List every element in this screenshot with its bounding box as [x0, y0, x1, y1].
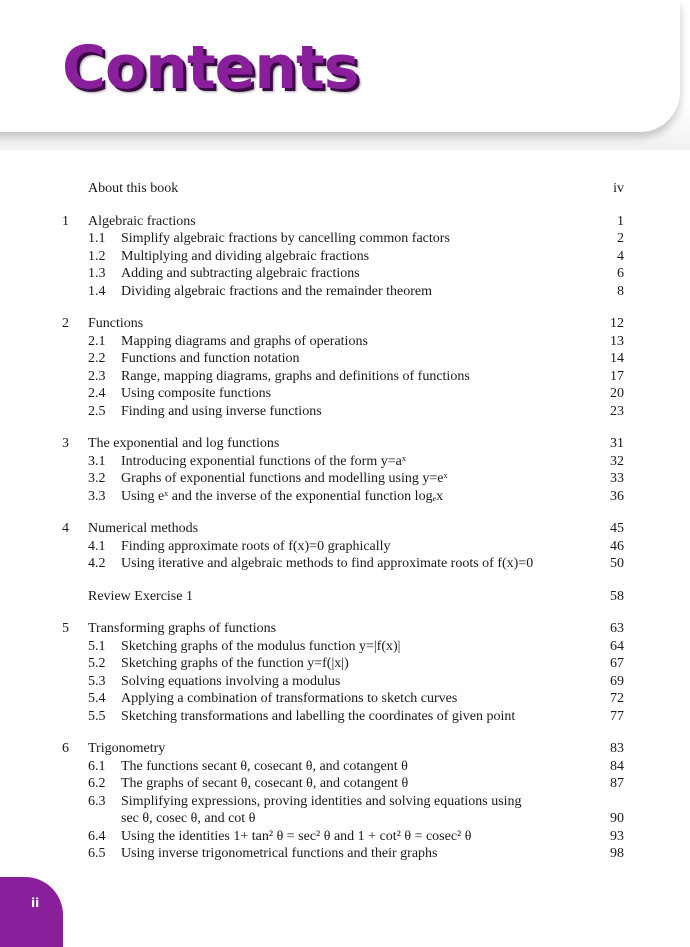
toc-entry-number: 1	[62, 213, 69, 229]
toc-chapter[interactable]	[0, 435, 690, 453]
toc-entry-number: 6.1	[88, 758, 106, 774]
toc-entry-about[interactable]	[0, 180, 690, 198]
toc-entry-title: Dividing algebraic fractions and the remainder theorem	[121, 283, 432, 299]
toc-entry-page: 84	[610, 758, 624, 774]
toc-entry-title: Graphs of exponential functions and modelling using y=eˣ	[121, 471, 448, 486]
toc-entry-title: Simplifying expressions, proving identities and solving equations using	[121, 793, 522, 809]
toc-entry-title: Sketching graphs of the function y=f(|x|)	[121, 656, 349, 671]
toc-entry-page: 8	[617, 283, 624, 299]
toc-entry-number: 6.4	[88, 828, 106, 844]
toc-entry-title: Sketching transformations and labelling the coordinates of given point	[121, 708, 516, 724]
page-number: ii	[31, 896, 40, 910]
toc-entry-title: Trigonometry	[88, 741, 166, 756]
toc-section[interactable]	[0, 555, 690, 573]
toc-entry-page: 23	[610, 403, 624, 419]
toc-entry-number: 5.3	[88, 673, 106, 689]
toc-entry-page: 4	[617, 248, 624, 264]
toc-section[interactable]	[0, 758, 690, 776]
toc-entry-title: Functions	[88, 316, 144, 331]
toc-entry-title: Simplify algebraic fractions by cancelling common factors	[121, 231, 450, 246]
toc-entry-title: Range, mapping diagrams, graphs and definitions of functions	[121, 368, 470, 384]
toc-entry-page: 67	[610, 656, 624, 671]
toc-entry-page: 31	[610, 436, 624, 451]
toc-entry-page: 83	[610, 741, 624, 756]
toc-entry-number: 2.2	[88, 351, 106, 366]
toc-section[interactable]	[0, 845, 690, 863]
toc-entry-page: 13	[610, 333, 624, 349]
toc-entry-page: 14	[610, 351, 624, 366]
toc-entry-title: Review Exercise 1	[88, 588, 193, 604]
toc-entry-page: 12	[610, 316, 624, 331]
toc-entry-title: Using inverse trigonometrical functions and their graphs	[121, 846, 438, 861]
toc-entry-page: 33	[610, 471, 624, 486]
toc-entry-page: 6	[617, 266, 624, 281]
toc-entry-page: 2	[617, 231, 624, 246]
toc-entry-page: 46	[610, 538, 624, 554]
toc-section[interactable]	[0, 230, 690, 248]
toc-section[interactable]	[0, 350, 690, 368]
toc-entry-title: Using iterative and algebraic methods to find approximate roots of f(x)=0	[121, 556, 534, 571]
toc-entry-number: 3.2	[88, 471, 106, 486]
toc-section[interactable]	[0, 403, 690, 421]
toc-section[interactable]	[0, 538, 690, 556]
toc-entry-page: 58	[610, 588, 624, 604]
page-number-tab	[0, 877, 63, 947]
toc-entry-title: About this book	[88, 181, 179, 196]
toc-section[interactable]	[0, 368, 690, 386]
toc-entry-number: 1.1	[88, 231, 106, 246]
toc-section[interactable]	[0, 655, 690, 673]
toc-entry-number: 5.4	[88, 691, 106, 706]
toc-entry-title: Multiplying and dividing algebraic fractions	[121, 248, 370, 264]
table-of-contents	[0, 180, 690, 878]
toc-entry-page: 63	[610, 621, 624, 636]
toc-section[interactable]	[0, 775, 690, 793]
toc-entry-number: 4	[62, 521, 69, 536]
toc-entry-number: 1.3	[88, 266, 106, 281]
toc-entry-number: 6.5	[88, 846, 106, 861]
toc-entry-number: 2.4	[88, 386, 106, 401]
toc-entry-title: Sketching graphs of the modulus function y=|f(x)|	[121, 638, 401, 654]
toc-entry-title: Using the identities 1+ tan² θ = sec² θ and 1 + cot² θ = cosec² θ	[121, 828, 472, 844]
toc-entry-title: Mapping diagrams and graphs of operations	[121, 333, 368, 349]
toc-entry-title: Introducing exponential functions of the form y=aˣ	[121, 453, 406, 469]
toc-section[interactable]	[0, 828, 690, 846]
toc-section[interactable]	[0, 708, 690, 726]
toc-entry-page: 64	[610, 638, 624, 654]
toc-entry-title: The functions secant θ, cosecant θ, and cotangent θ	[121, 758, 408, 774]
toc-section-continuation[interactable]	[0, 810, 690, 828]
toc-entry-review[interactable]	[0, 588, 690, 606]
toc-entry-number: 5.1	[88, 638, 106, 654]
toc-section[interactable]	[0, 385, 690, 403]
toc-entry-number: 5	[62, 621, 69, 636]
toc-section[interactable]	[0, 248, 690, 266]
toc-section[interactable]	[0, 793, 690, 811]
toc-entry-title: The graphs of secant θ, cosecant θ, and cotangent θ	[121, 776, 409, 791]
toc-entry-number: 3.3	[88, 488, 106, 504]
toc-entry-number: 5.5	[88, 708, 106, 724]
toc-entry-page: 87	[610, 776, 624, 791]
toc-entry-title: Functions and function notation	[121, 351, 300, 366]
toc-entry-title: Finding approximate roots of f(x)=0 graphically	[121, 538, 391, 554]
toc-entry-page: 77	[610, 708, 624, 724]
toc-entry-title: Solving equations involving a modulus	[121, 673, 341, 689]
toc-entry-title: Algebraic fractions	[88, 213, 196, 229]
toc-section[interactable]	[0, 638, 690, 656]
toc-entry-number: 5.2	[88, 656, 106, 671]
toc-entry-number: 3	[62, 436, 69, 451]
toc-entry-number: 2.5	[88, 403, 106, 419]
toc-entry-number: 1.4	[88, 283, 106, 299]
toc-entry-number: 4.2	[88, 556, 106, 571]
toc-entry-title: Using eˣ and the inverse of the exponential function logₑx	[121, 488, 444, 504]
toc-entry-number: 4.1	[88, 538, 106, 554]
toc-entry-title: Adding and subtracting algebraic fractions	[121, 266, 360, 281]
toc-section[interactable]	[0, 333, 690, 351]
toc-entry-number: 1.2	[88, 248, 106, 264]
toc-entry-number: 6.3	[88, 793, 106, 809]
toc-entry-title: Using composite functions	[121, 386, 272, 401]
toc-entry-page: 20	[610, 386, 624, 401]
toc-entry-page: 93	[610, 828, 624, 844]
toc-section[interactable]	[0, 283, 690, 301]
toc-chapter[interactable]	[0, 740, 690, 758]
toc-section[interactable]	[0, 470, 690, 488]
toc-section[interactable]	[0, 488, 690, 506]
toc-entry-page: 69	[610, 673, 624, 689]
toc-entry-number: 2.3	[88, 368, 106, 384]
toc-entry-page: 72	[610, 691, 624, 706]
toc-section[interactable]	[0, 453, 690, 471]
toc-section[interactable]	[0, 265, 690, 283]
toc-entry-title: The exponential and log functions	[88, 436, 280, 451]
toc-section[interactable]	[0, 673, 690, 691]
toc-section[interactable]	[0, 690, 690, 708]
toc-entry-page: iv	[613, 181, 624, 196]
toc-entry-page: 32	[610, 453, 624, 469]
toc-entry-page: 17	[610, 368, 624, 384]
toc-entry-page: 1	[617, 213, 624, 229]
toc-entry-page: 50	[610, 556, 624, 571]
toc-entry-number: 3.1	[88, 453, 106, 469]
toc-entry-number: 2.1	[88, 333, 106, 349]
toc-chapter[interactable]	[0, 213, 690, 231]
toc-entry-number: 6.2	[88, 776, 106, 791]
toc-entry-number: 2	[62, 316, 69, 331]
toc-entry-page: 45	[610, 521, 624, 536]
toc-chapter[interactable]	[0, 315, 690, 333]
toc-entry-title: sec θ, cosec θ, and cot θ	[121, 811, 256, 826]
toc-entry-title: Finding and using inverse functions	[121, 403, 322, 419]
toc-chapter[interactable]	[0, 620, 690, 638]
toc-entry-page: 90	[610, 811, 624, 826]
toc-entry-number: 6	[62, 741, 69, 756]
page-heading: Contents	[62, 33, 359, 103]
toc-entry-title: Transforming graphs of functions	[88, 621, 277, 636]
toc-entry-page: 36	[610, 488, 624, 504]
toc-entry-page: 98	[610, 846, 624, 861]
toc-chapter[interactable]	[0, 520, 690, 538]
toc-entry-title: Numerical methods	[88, 521, 199, 536]
toc-entry-title: Applying a combination of transformations to sketch curves	[121, 691, 458, 706]
